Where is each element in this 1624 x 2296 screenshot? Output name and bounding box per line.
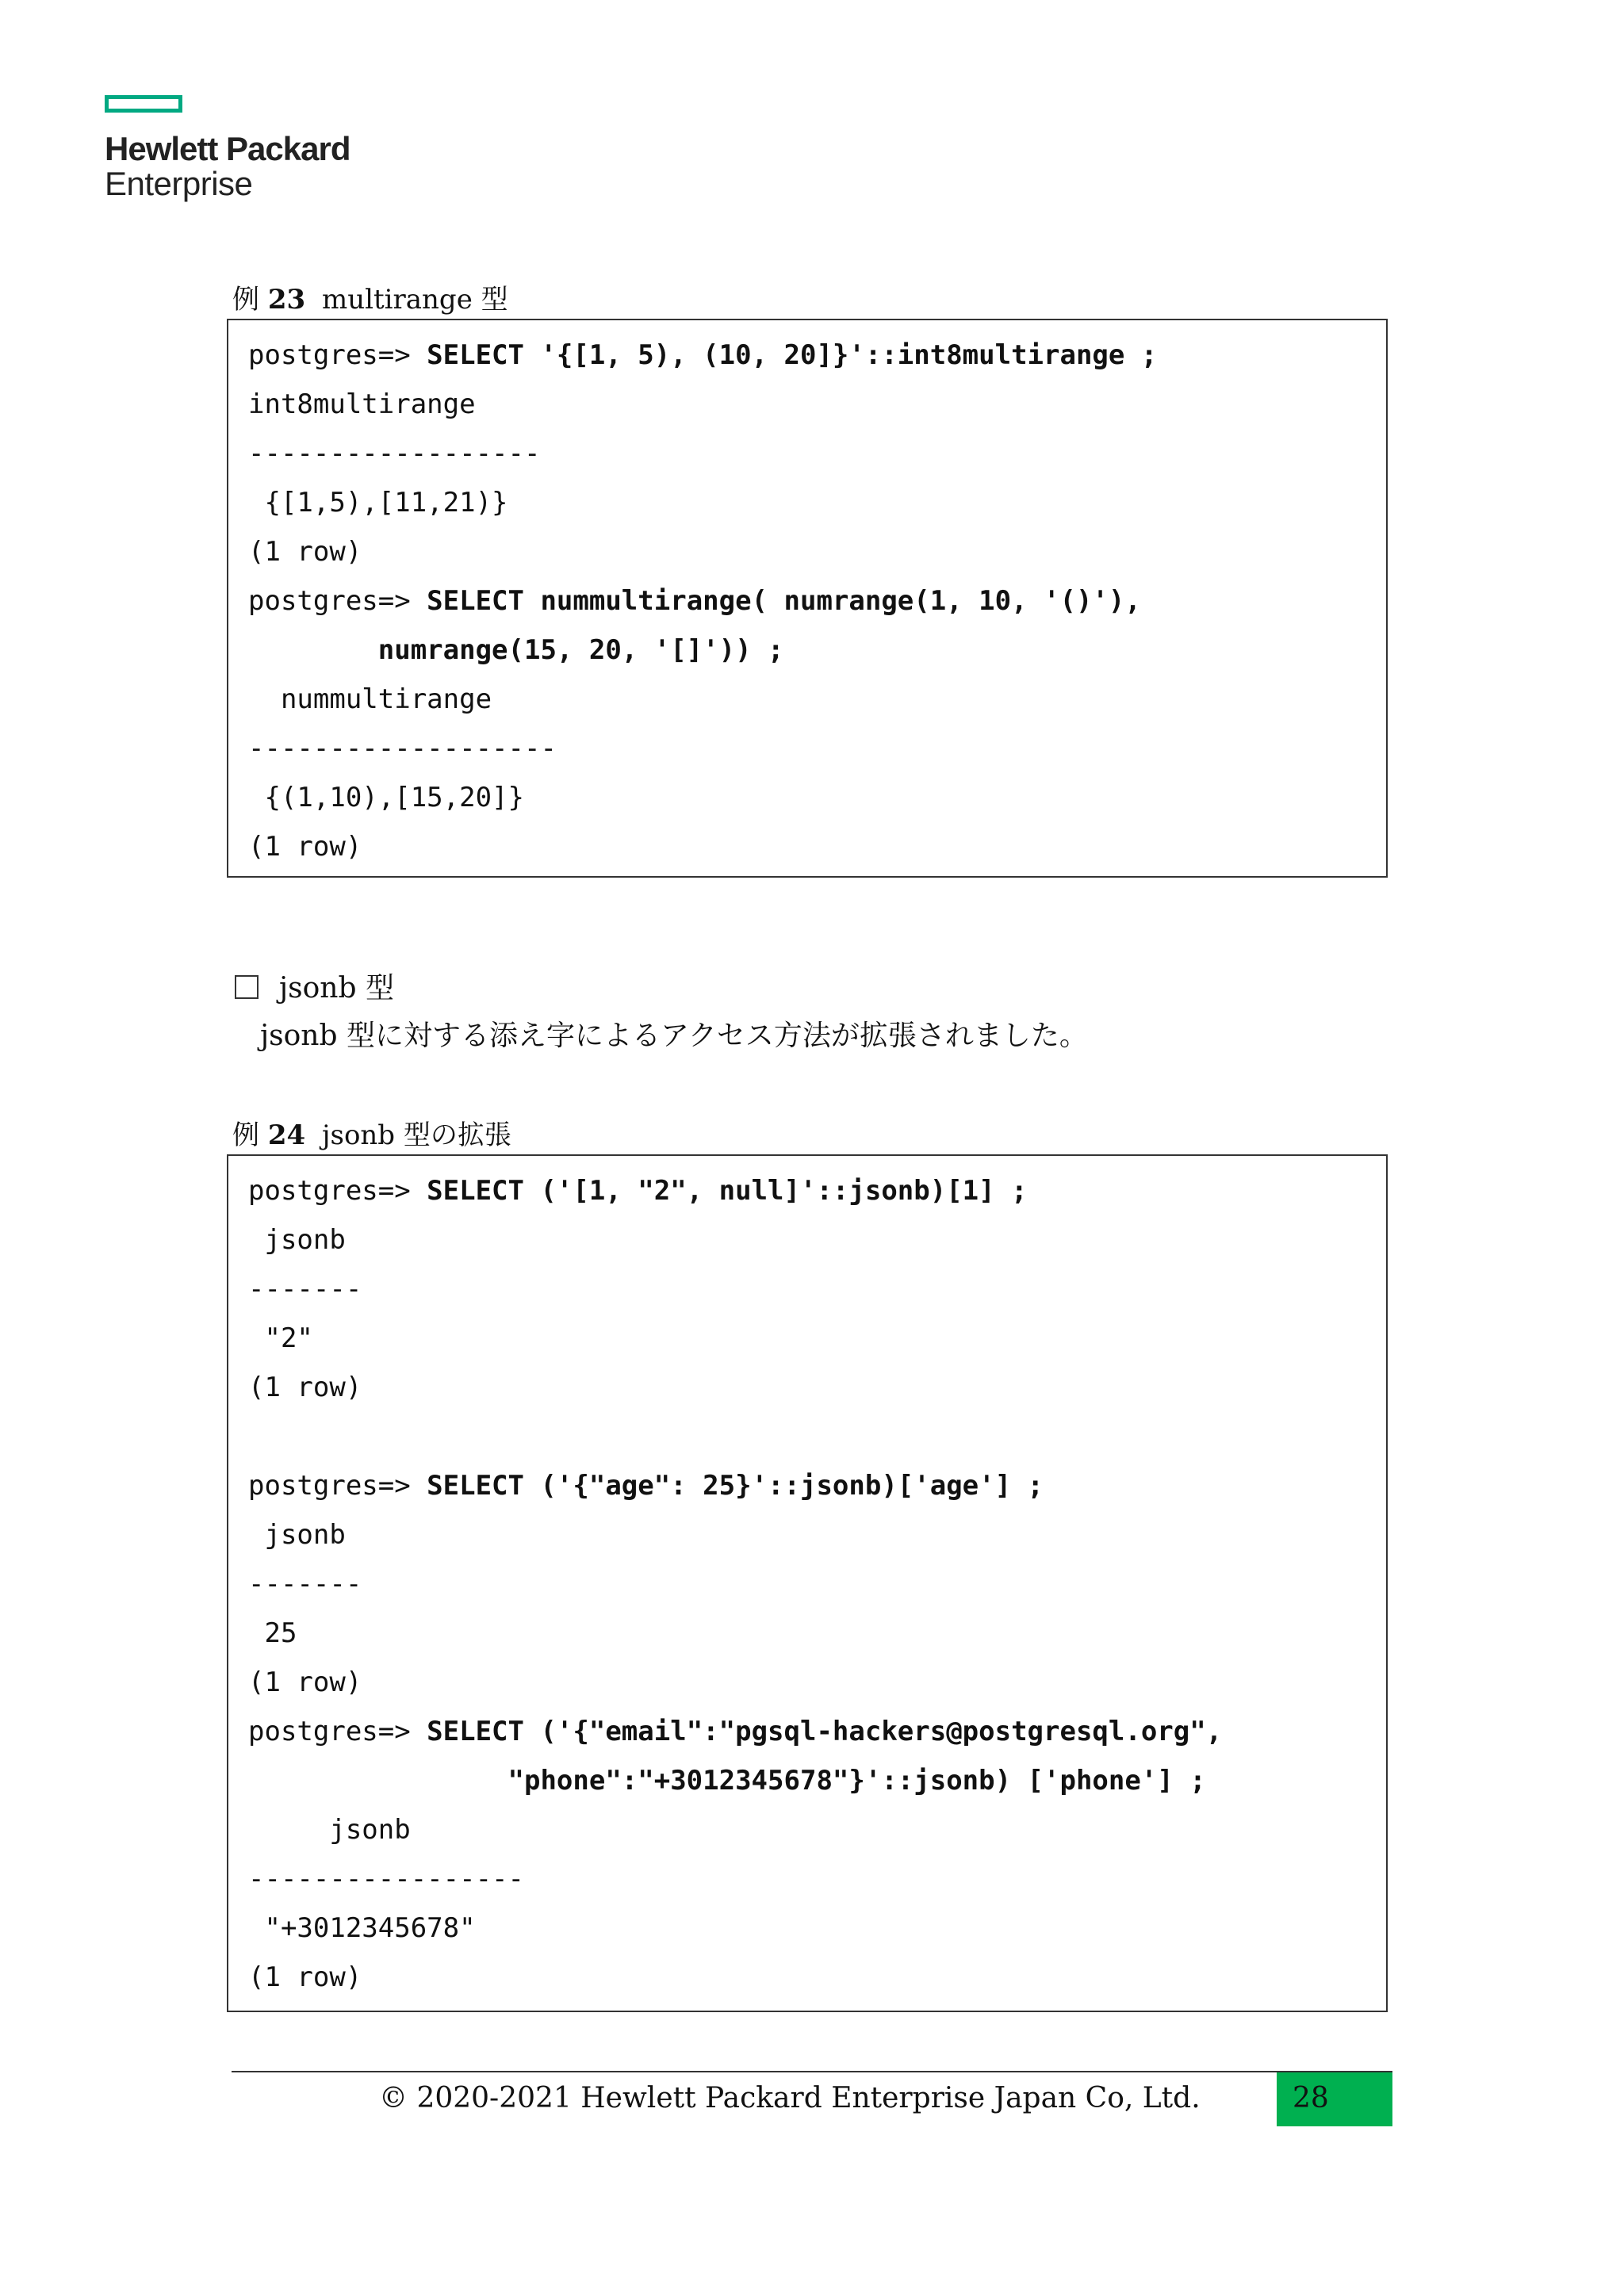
code-command: SELECT ('{"age": 25}'::jsonb)['age'] ; xyxy=(427,1470,1044,1502)
code-prompt: postgres=> xyxy=(248,1470,427,1502)
code-line xyxy=(248,675,492,723)
code-prompt: ----------------- xyxy=(248,1863,524,1895)
code-line xyxy=(248,1364,362,1411)
code-line xyxy=(248,1560,362,1608)
code-line xyxy=(248,577,1141,625)
page-number: 28 xyxy=(1293,2082,1329,2114)
code-prompt: ------------------- xyxy=(248,733,557,764)
code-line xyxy=(248,1609,297,1657)
code-prompt: 25 xyxy=(248,1617,297,1649)
code-prompt: "+3012345678" xyxy=(248,1912,476,1944)
code-prompt: ------------------ xyxy=(248,438,541,469)
checkbox-bullet-icon xyxy=(235,975,259,999)
code-prompt: {[1,5),[11,21)} xyxy=(248,487,508,519)
code-command: SELECT ('[1, "2", null]'::jsonb)[1] ; xyxy=(427,1175,1028,1207)
code-prompt: int8multirange xyxy=(248,388,476,420)
code-prompt: postgres=> xyxy=(248,1716,427,1747)
code-line xyxy=(248,1462,1044,1510)
code-line xyxy=(248,1314,313,1362)
code-prompt: jsonb xyxy=(248,1814,411,1846)
section-description: jsonb 型に対する添え字によるアクセス方法が拡張されました。 xyxy=(260,1020,1088,1052)
footer-divider xyxy=(232,2071,1392,2072)
code-prompt: (1 row) xyxy=(248,831,362,863)
code-line xyxy=(248,1167,1028,1215)
caption-title: multirange 型 xyxy=(321,284,508,316)
code-prompt: jsonb xyxy=(248,1224,346,1256)
code-prompt: ------- xyxy=(248,1273,362,1305)
code-line xyxy=(248,1265,362,1313)
code-prompt: (1 row) xyxy=(248,1372,362,1403)
code-line xyxy=(248,1806,411,1854)
code-line xyxy=(248,626,784,674)
code-command: "phone":"+3012345678"}'::jsonb) ['phone'] ; xyxy=(248,1765,1206,1797)
code-prompt: jsonb xyxy=(248,1519,346,1551)
code-line xyxy=(248,1757,1206,1804)
section-title: jsonb 型 xyxy=(279,972,394,1004)
code-prompt: postgres=> xyxy=(248,585,427,617)
code-command: SELECT nummultirange( numrange(1, 10, '()'), xyxy=(427,585,1141,617)
logo-text-line1: Hewlett Packard xyxy=(105,130,350,167)
example-24-code-box xyxy=(227,1154,1388,2012)
footer-copyright: © 2020-2021 Hewlett Packard Enterprise Japan Co, Ltd. xyxy=(379,2082,1201,2114)
code-line xyxy=(248,1708,1222,1755)
code-line xyxy=(248,823,362,871)
code-prompt: "2" xyxy=(248,1322,313,1354)
code-command: SELECT '{[1, 5), (10, 20]}'::int8multirange ; xyxy=(427,339,1158,371)
code-prompt: (1 row) xyxy=(248,1961,362,1993)
code-line xyxy=(248,381,476,428)
caption-number: 23 xyxy=(267,284,306,316)
section-heading xyxy=(235,966,394,1006)
hpe-logo xyxy=(105,94,358,205)
code-line xyxy=(248,725,557,772)
example-23-caption xyxy=(232,277,508,316)
caption-title: jsonb 型の拡張 xyxy=(321,1119,511,1151)
code-prompt: nummultirange xyxy=(248,683,492,715)
code-line xyxy=(248,774,524,821)
code-prompt: postgres=> xyxy=(248,339,427,371)
example-24-caption xyxy=(232,1113,511,1152)
code-line xyxy=(248,1511,346,1559)
code-prompt: postgres=> xyxy=(248,1175,427,1207)
logo-text-line2: Enterprise xyxy=(105,165,253,202)
code-prompt: ------- xyxy=(248,1568,362,1600)
example-23-code-box xyxy=(227,319,1388,878)
code-line xyxy=(248,479,508,526)
code-line xyxy=(248,1904,476,1952)
caption-prefix: 例 xyxy=(232,284,259,316)
code-line xyxy=(248,1659,362,1706)
code-line xyxy=(248,1954,362,2001)
page-number-badge xyxy=(1277,2072,1392,2126)
code-line xyxy=(248,1216,346,1264)
caption-number: 24 xyxy=(267,1119,306,1151)
code-prompt: (1 row) xyxy=(248,536,362,568)
caption-prefix: 例 xyxy=(232,1119,259,1151)
code-line xyxy=(248,528,362,576)
code-prompt: (1 row) xyxy=(248,1667,362,1698)
code-line xyxy=(248,331,1157,379)
code-line xyxy=(248,430,540,477)
hpe-logo-mark xyxy=(105,95,182,113)
code-command: numrange(15, 20, '[]')) ; xyxy=(248,634,784,666)
code-command: SELECT ('{"email":"pgsql-hackers@postgresql.org", xyxy=(427,1716,1223,1747)
code-line xyxy=(248,1855,524,1903)
code-prompt: {(1,10),[15,20]} xyxy=(248,782,524,813)
